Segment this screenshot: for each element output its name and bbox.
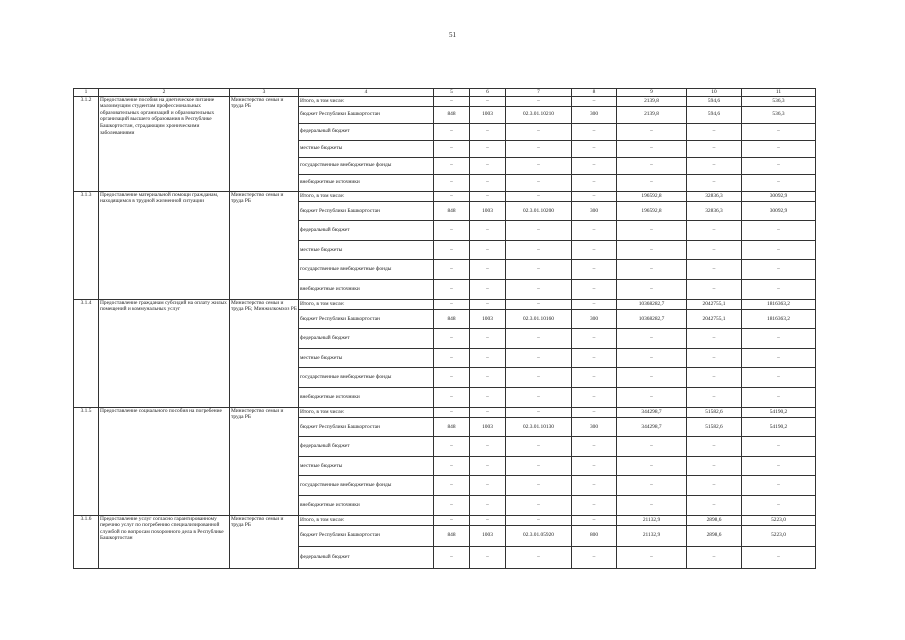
value-cell: – bbox=[470, 368, 506, 388]
value-cell: – bbox=[742, 329, 816, 349]
value-cell: 344298,7 bbox=[617, 407, 687, 417]
value-cell: – bbox=[506, 495, 572, 515]
value-cell: – bbox=[470, 140, 506, 157]
value-cell: – bbox=[506, 96, 572, 106]
header-cell: 3 bbox=[230, 89, 299, 97]
value-cell: – bbox=[506, 368, 572, 388]
value-cell: – bbox=[470, 191, 506, 201]
value-cell: – bbox=[742, 221, 816, 241]
value-cell: – bbox=[687, 240, 742, 260]
value-cell: – bbox=[617, 329, 687, 349]
value-cell: 54190,2 bbox=[742, 407, 816, 417]
value-cell: – bbox=[742, 157, 816, 174]
item-name: Предоставление материальной помощи гражданам, находящимся в трудной жизненной ситуации bbox=[99, 191, 230, 299]
value-cell: 594,6 bbox=[687, 106, 742, 123]
value-cell: 2898,6 bbox=[687, 515, 742, 525]
value-cell: – bbox=[742, 495, 816, 515]
value-cell: – bbox=[572, 476, 617, 496]
funding-source: местные бюджеты bbox=[299, 240, 434, 260]
funding-source: государственные внебюджетные фонды bbox=[299, 260, 434, 280]
table-body bbox=[74, 89, 816, 569]
value-cell: 536,3 bbox=[742, 96, 816, 106]
value-cell: – bbox=[434, 123, 470, 140]
value-cell: 10368282,7 bbox=[617, 309, 687, 329]
value-cell: – bbox=[470, 240, 506, 260]
value-cell: 54190,2 bbox=[742, 417, 816, 437]
value-cell: – bbox=[572, 140, 617, 157]
value-cell: – bbox=[617, 279, 687, 299]
value-cell: – bbox=[470, 157, 506, 174]
item-name: Предоставление социального пособия на погребение bbox=[99, 407, 230, 515]
value-cell: – bbox=[470, 495, 506, 515]
value-cell: 1003 bbox=[470, 201, 506, 221]
value-cell: – bbox=[434, 140, 470, 157]
value-cell: – bbox=[687, 547, 742, 569]
value-cell: – bbox=[506, 299, 572, 309]
value-cell: – bbox=[617, 456, 687, 476]
value-cell: – bbox=[742, 174, 816, 191]
funding-source: Итого, в том числе: bbox=[299, 407, 434, 417]
funding-source: внебюджетные источники bbox=[299, 387, 434, 407]
funding-source: Итого, в том числе: bbox=[299, 299, 434, 309]
value-cell: 32836,3 bbox=[687, 201, 742, 221]
value-cell: 300 bbox=[572, 309, 617, 329]
value-cell: – bbox=[687, 260, 742, 280]
value-cell: 2042755,1 bbox=[687, 299, 742, 309]
value-cell: – bbox=[434, 476, 470, 496]
value-cell: 1816363,2 bbox=[742, 299, 816, 309]
value-cell: – bbox=[470, 299, 506, 309]
value-cell: – bbox=[470, 329, 506, 349]
value-cell: – bbox=[470, 123, 506, 140]
value-cell: – bbox=[470, 260, 506, 280]
value-cell: – bbox=[617, 547, 687, 569]
item-executor: Министерство семьи и труда РБ bbox=[230, 96, 299, 191]
value-cell: 196592,8 bbox=[617, 191, 687, 201]
header-cell: 9 bbox=[617, 89, 687, 97]
value-cell: – bbox=[687, 348, 742, 368]
value-cell: – bbox=[506, 437, 572, 457]
value-cell: – bbox=[572, 515, 617, 525]
value-cell: – bbox=[617, 240, 687, 260]
table-row bbox=[74, 299, 816, 309]
funding-source: бюджет Республики Башкортостан bbox=[299, 106, 434, 123]
value-cell: 02.3.01.10130 bbox=[506, 417, 572, 437]
value-cell: 30092,9 bbox=[742, 191, 816, 201]
value-cell: 1003 bbox=[470, 525, 506, 547]
value-cell: 344298,7 bbox=[617, 417, 687, 437]
value-cell: – bbox=[434, 547, 470, 569]
item-executor: Министерство семьи и труда РБ bbox=[230, 407, 299, 515]
value-cell: – bbox=[434, 260, 470, 280]
value-cell: – bbox=[572, 368, 617, 388]
value-cell: – bbox=[470, 174, 506, 191]
value-cell: 300 bbox=[572, 106, 617, 123]
funding-source: местные бюджеты bbox=[299, 348, 434, 368]
value-cell: – bbox=[434, 387, 470, 407]
value-cell: – bbox=[506, 547, 572, 569]
value-cell: – bbox=[434, 240, 470, 260]
value-cell: – bbox=[742, 547, 816, 569]
value-cell: – bbox=[470, 221, 506, 241]
value-cell: 5223,0 bbox=[742, 525, 816, 547]
funding-source: государственные внебюджетные фонды bbox=[299, 368, 434, 388]
funding-source: федеральный бюджет bbox=[299, 329, 434, 349]
header-cell: 7 bbox=[506, 89, 572, 97]
value-cell: – bbox=[572, 387, 617, 407]
value-cell: – bbox=[470, 456, 506, 476]
value-cell: 21132,9 bbox=[617, 525, 687, 547]
value-cell: – bbox=[687, 456, 742, 476]
value-cell: – bbox=[572, 329, 617, 349]
value-cell: – bbox=[617, 437, 687, 457]
value-cell: – bbox=[506, 348, 572, 368]
funding-source: бюджет Республики Башкортостан bbox=[299, 525, 434, 547]
value-cell: – bbox=[506, 240, 572, 260]
value-cell: – bbox=[617, 140, 687, 157]
value-cell: 02.3.01.10200 bbox=[506, 201, 572, 221]
value-cell: – bbox=[434, 96, 470, 106]
value-cell: 30092,9 bbox=[742, 201, 816, 221]
value-cell: 300 bbox=[572, 417, 617, 437]
funding-source: внебюджетные источники bbox=[299, 495, 434, 515]
value-cell: – bbox=[572, 348, 617, 368]
value-cell: 51582,6 bbox=[687, 407, 742, 417]
table-row bbox=[74, 96, 816, 106]
funding-source: внебюджетные источники bbox=[299, 174, 434, 191]
value-cell: – bbox=[434, 221, 470, 241]
value-cell: 2139,8 bbox=[617, 96, 687, 106]
header-cell: 5 bbox=[434, 89, 470, 97]
value-cell: – bbox=[506, 157, 572, 174]
value-cell: – bbox=[687, 437, 742, 457]
value-cell: – bbox=[572, 495, 617, 515]
value-cell: – bbox=[434, 329, 470, 349]
value-cell: – bbox=[617, 495, 687, 515]
value-cell: – bbox=[470, 407, 506, 417]
value-cell: – bbox=[470, 476, 506, 496]
item-code: 3.1.6 bbox=[74, 515, 99, 568]
value-cell: – bbox=[742, 456, 816, 476]
item-name: Предоставление услуг согласно гарантированному перечню услуг по погребению специализированной службой по вопросам похоронного дела в Республике Башкортостан bbox=[99, 515, 230, 568]
funding-source: федеральный бюджет bbox=[299, 437, 434, 457]
value-cell: – bbox=[506, 174, 572, 191]
item-executor: Министерство семьи и труда РБ bbox=[230, 515, 299, 568]
value-cell: 1003 bbox=[470, 309, 506, 329]
header-cell: 2 bbox=[99, 89, 230, 97]
value-cell: – bbox=[506, 123, 572, 140]
value-cell: 2042755,1 bbox=[687, 309, 742, 329]
value-cell: – bbox=[617, 123, 687, 140]
value-cell: – bbox=[742, 476, 816, 496]
value-cell: – bbox=[687, 221, 742, 241]
item-code: 3.1.3 bbox=[74, 191, 99, 299]
value-cell: – bbox=[617, 157, 687, 174]
value-cell: – bbox=[742, 279, 816, 299]
page-number: 51 bbox=[449, 31, 456, 39]
value-cell: – bbox=[470, 547, 506, 569]
value-cell: – bbox=[687, 140, 742, 157]
value-cell: – bbox=[742, 123, 816, 140]
value-cell: – bbox=[506, 515, 572, 525]
value-cell: 848 bbox=[434, 417, 470, 437]
funding-source: местные бюджеты bbox=[299, 140, 434, 157]
funding-source: федеральный бюджет bbox=[299, 123, 434, 140]
value-cell: – bbox=[572, 240, 617, 260]
value-cell: – bbox=[617, 174, 687, 191]
funding-source: федеральный бюджет bbox=[299, 547, 434, 569]
value-cell: – bbox=[687, 368, 742, 388]
value-cell: – bbox=[506, 221, 572, 241]
value-cell: – bbox=[434, 279, 470, 299]
value-cell: – bbox=[617, 476, 687, 496]
value-cell: – bbox=[470, 279, 506, 299]
value-cell: – bbox=[470, 387, 506, 407]
table-row bbox=[74, 191, 816, 201]
value-cell: 1003 bbox=[470, 417, 506, 437]
funding-source: Итого, в том числе: bbox=[299, 515, 434, 525]
value-cell: – bbox=[572, 260, 617, 280]
value-cell: – bbox=[434, 515, 470, 525]
value-cell: – bbox=[434, 191, 470, 201]
value-cell: – bbox=[742, 260, 816, 280]
item-code: 3.1.2 bbox=[74, 96, 99, 191]
value-cell: – bbox=[572, 174, 617, 191]
value-cell: – bbox=[470, 348, 506, 368]
value-cell: – bbox=[434, 437, 470, 457]
header-cell: 6 bbox=[470, 89, 506, 97]
value-cell: – bbox=[572, 299, 617, 309]
value-cell: 594,6 bbox=[687, 96, 742, 106]
value-cell: – bbox=[506, 191, 572, 201]
value-cell: 848 bbox=[434, 106, 470, 123]
value-cell: – bbox=[742, 387, 816, 407]
header-cell: 4 bbox=[299, 89, 434, 97]
value-cell: 196592,8 bbox=[617, 201, 687, 221]
table-row bbox=[74, 515, 816, 525]
funding-source: бюджет Республики Башкортостан bbox=[299, 309, 434, 329]
value-cell: – bbox=[687, 174, 742, 191]
value-cell: – bbox=[572, 547, 617, 569]
item-code: 3.1.4 bbox=[74, 299, 99, 407]
value-cell: 300 bbox=[572, 201, 617, 221]
value-cell: – bbox=[572, 191, 617, 201]
value-cell: 5223,0 bbox=[742, 515, 816, 525]
value-cell: 848 bbox=[434, 525, 470, 547]
value-cell: – bbox=[470, 437, 506, 457]
funding-source: Итого, в том числе: bbox=[299, 96, 434, 106]
value-cell: – bbox=[742, 348, 816, 368]
value-cell: – bbox=[617, 260, 687, 280]
header-cell: 8 bbox=[572, 89, 617, 97]
item-executor: Министерство семьи и труда РБ bbox=[230, 191, 299, 299]
item-code: 3.1.5 bbox=[74, 407, 99, 515]
value-cell: 2898,6 bbox=[687, 525, 742, 547]
funding-source: государственные внебюджетные фонды bbox=[299, 476, 434, 496]
value-cell: – bbox=[572, 123, 617, 140]
value-cell: – bbox=[434, 157, 470, 174]
value-cell: – bbox=[506, 140, 572, 157]
value-cell: – bbox=[506, 329, 572, 349]
value-cell: – bbox=[687, 123, 742, 140]
value-cell: – bbox=[617, 348, 687, 368]
funding-source: федеральный бюджет bbox=[299, 221, 434, 241]
value-cell: – bbox=[572, 456, 617, 476]
header-cell: 10 bbox=[687, 89, 742, 97]
header-row bbox=[74, 89, 816, 97]
value-cell: – bbox=[572, 221, 617, 241]
item-name: Предоставление гражданам субсидий на оплату жилых помещений и коммунальных услуг bbox=[99, 299, 230, 407]
value-cell: – bbox=[506, 260, 572, 280]
value-cell: – bbox=[617, 368, 687, 388]
value-cell: – bbox=[434, 174, 470, 191]
value-cell: – bbox=[434, 495, 470, 515]
value-cell: 32836,3 bbox=[687, 191, 742, 201]
value-cell: 848 bbox=[434, 201, 470, 221]
value-cell: – bbox=[572, 437, 617, 457]
value-cell: – bbox=[434, 456, 470, 476]
value-cell: 02.3.01.10210 bbox=[506, 106, 572, 123]
funding-source: внебюджетные источники bbox=[299, 279, 434, 299]
value-cell: 1003 bbox=[470, 106, 506, 123]
value-cell: – bbox=[470, 515, 506, 525]
value-cell: – bbox=[572, 157, 617, 174]
funding-source: местные бюджеты bbox=[299, 456, 434, 476]
budget-table bbox=[73, 88, 816, 569]
value-cell: 10368282,7 bbox=[617, 299, 687, 309]
value-cell: – bbox=[572, 279, 617, 299]
value-cell: – bbox=[687, 279, 742, 299]
value-cell: – bbox=[617, 221, 687, 241]
value-cell: – bbox=[572, 407, 617, 417]
value-cell: – bbox=[617, 387, 687, 407]
value-cell: – bbox=[742, 368, 816, 388]
value-cell: 800 bbox=[572, 525, 617, 547]
value-cell: – bbox=[687, 387, 742, 407]
value-cell: – bbox=[434, 368, 470, 388]
value-cell: – bbox=[687, 476, 742, 496]
value-cell: 848 bbox=[434, 309, 470, 329]
value-cell: – bbox=[742, 437, 816, 457]
value-cell: – bbox=[434, 299, 470, 309]
value-cell: – bbox=[572, 96, 617, 106]
value-cell: – bbox=[742, 140, 816, 157]
value-cell: – bbox=[470, 96, 506, 106]
value-cell: – bbox=[434, 348, 470, 368]
item-name: Предоставление пособия на диетическое питание малоимущим студентам профессиональных образовательных организаций и образовательных организаций высшего образования в Республике Башкортостан, страдающим хроническими заболеваниями bbox=[99, 96, 230, 191]
funding-source: Итого, в том числе: bbox=[299, 191, 434, 201]
value-cell: – bbox=[742, 240, 816, 260]
value-cell: 02.3.01.05920 bbox=[506, 525, 572, 547]
header-cell: 11 bbox=[742, 89, 816, 97]
header-cell: 1 bbox=[74, 89, 99, 97]
value-cell: – bbox=[687, 329, 742, 349]
value-cell: 1816363,2 bbox=[742, 309, 816, 329]
value-cell: 51582,6 bbox=[687, 417, 742, 437]
funding-source: бюджет Республики Башкортостан bbox=[299, 417, 434, 437]
value-cell: – bbox=[687, 157, 742, 174]
value-cell: – bbox=[687, 495, 742, 515]
table-row bbox=[74, 407, 816, 417]
value-cell: 536,3 bbox=[742, 106, 816, 123]
funding-source: бюджет Республики Башкортостан bbox=[299, 201, 434, 221]
funding-source: государственные внебюджетные фонды bbox=[299, 157, 434, 174]
value-cell: – bbox=[434, 407, 470, 417]
value-cell: – bbox=[506, 456, 572, 476]
value-cell: – bbox=[506, 476, 572, 496]
value-cell: 2139,8 bbox=[617, 106, 687, 123]
value-cell: 02.3.01.10160 bbox=[506, 309, 572, 329]
value-cell: 21132,9 bbox=[617, 515, 687, 525]
item-executor: Министерство семьи и труда РБ; Минжилкомхоз РБ bbox=[230, 299, 299, 407]
value-cell: – bbox=[506, 279, 572, 299]
value-cell: – bbox=[506, 387, 572, 407]
value-cell: – bbox=[506, 407, 572, 417]
